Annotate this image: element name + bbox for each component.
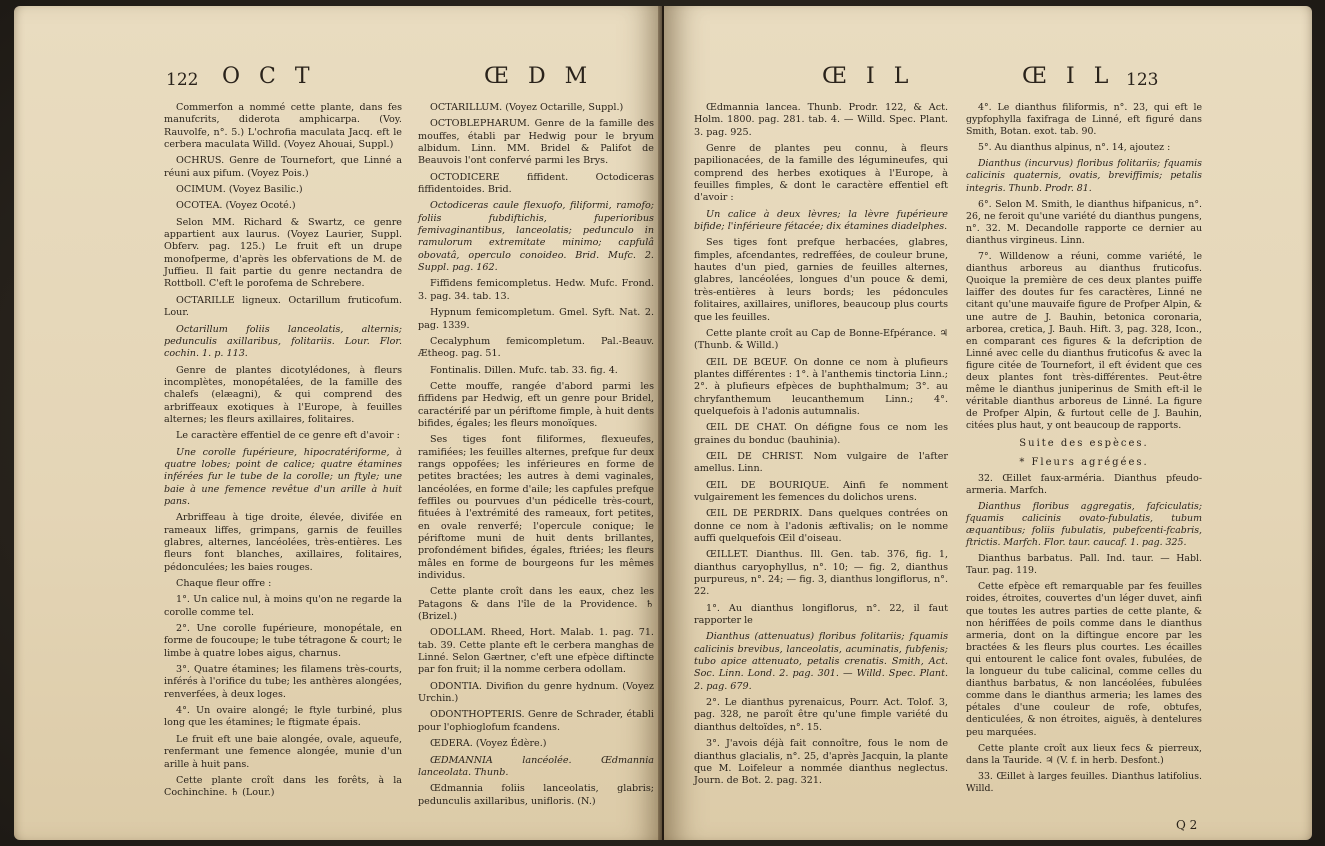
paragraph: ODONTHOPTERIS. Genre de Schrader, établi pour l'ophioglofum fcandens. [418,709,654,733]
paragraph: Selon MM. Richard & Swartz, ce genre appartient aux laurus. (Voyez Laurier, Suppl. Obferv. pag. 125.) Le fruit eft un drupe monofperme, d'après les obfervations de M. de Juffieu. Il fait partie du genre nectandra de Rottboll. C'eft le porofema de Schrebere. [164,216,402,290]
right-center-head: Œ I L [822,64,915,89]
paragraph: ODONTIA. Divifion du genre hydnum. (Voyez Urchin.) [418,680,654,705]
paragraph: Cette plante croît dans les eaux, chez les Patagons & dans l'île de la Providence. ♄ (Brizel.) [418,586,654,623]
left-header [14,64,662,98]
right-page-number: 123 [1126,70,1159,90]
paragraph: OCTODICERE fiffident. Octodiceras fiffidentoides. Brid. [418,171,654,196]
paragraph: Cette mouffe, rangée d'abord parmi les fiffidens par Hedwig, eft un genre pour Bridel, caractérifé par un périftome fimple, à huit dents bifides, égales; les fleurs monoïques. [418,380,654,429]
paragraph: ŒDMANNIA lancéolée. Œdmannia lanceolata. Thunb. [418,754,654,778]
paragraph: ŒIL DE PERDRIX. Dans quelques contrées on donne ce nom à l'adonis æftivalis; on le nomme auffi quelquefois Œil d'oiseau. [694,508,948,544]
paragraph: Genre de plantes peu connu, à fleurs papilionacées, de la famille des légumineufes, qui comprend des herbes exotiques à l'Europe, à feuilles fimples, & dont le caractère effentiel eft d'avoir : [694,143,948,204]
paragraph: Chaque fleur offre : [176,578,272,590]
paragraph: Arbriffeau à tige droite, élevée, divifée en rameaux liffes, grimpans, garnis de feuilles glabres, alternes, lancéolées, très-entières. Les fleurs font blanches, axillaires, folitaires, pédonculées; les baies rouges. [164,512,402,573]
paragraph: Dianthus barbatus. Pall. Ind. taur. — Habl. Taur. pag. 119. [966,553,1202,577]
paragraph: OCHRUS. Genre de Tournefort, que Linné a réuni aux pifum. (Voyez Pois.) [164,155,402,179]
paragraph: 2°. Une corolle fupérieure, monopétale, en forme de foucoupe; le tube tétragone & court; le limbe à quatre lobes aigus, charnus. [164,623,402,659]
paragraph: Suite des espèces. [1019,438,1149,450]
paragraph: Octarillum foliis lanceolatis, alternis; pedunculis axillaribus, folitariis. Lour. Flor. cochin. 1. p. 113. [164,323,402,360]
paragraph: ŒIL DE BŒUF. On donne ce nom à plufieurs plantes différentes : 1°. à l'anthemis tinctoria Linn.; 2°. à plufieurs efpèces de buphthalmum; 3°. au chryfanthemum leucanthemum Linn.; 4°. quelquefois à l'adonis autumnalis. [694,356,948,417]
paragraph: Dianthus floribus aggregatis, fafciculatis; fquamis calicinis ovato-fubulatis, tubum æquantibus; foliis fubulatis, pubefcenti-fcabris, ftrictis. Marfch. Flor. taur. caucaf. 1. pag. 325. [966,500,1202,549]
paragraph: 1°. Un calice nul, à moins qu'on ne regarde la corolle comme tel. [164,594,402,618]
paragraph: 3°. Quatre étamines; les filamens très-courts, inférés à l'orifice du tube; les anthères alongées, renverfées, à deux loges. [164,664,402,700]
right-running-head: Œ I L [1022,64,1115,89]
paragraph: OCIMUM. (Voyez Basilic.) [176,184,303,196]
paragraph: Le caractère effentiel de ce genre eft d'avoir : [176,430,400,442]
right-page [664,6,1312,840]
right-header [664,64,1312,98]
paragraph: Une corolle fupérieure, hipocratériforme, à quatre lobes; point de calice; quatre étamines inférées fur le tube de la corolle; un ftyle; une baie à une femence revêtue d'un arille à huit pans. [164,446,402,507]
paragraph: Œdmannia foliis lanceolatis, glabris; pedunculis axillaribus, unifloris. (N.) [418,783,654,807]
left-running-head: O C T [222,64,316,89]
paragraph: Cette efpèce eft remarquable par fes feuilles roides, étroites, couvertes d'un léger duvet, ainfi que toutes les autres parties de cette plante, & non hériffées de poils comme dans le dianthus armeria, dont on la diftingue encore par les bractées & les fleurs plus courtes. Les écailles qui entourent le calice font ovales, fubulées, de la longueur du tube calicinal, comme celles du dianthus barbatus, & non lancéolées, fubulées comme dans le dianthus armeria; les lames des pétales d'une couleur de rofe, obtufes, denticulées, & non étroites, aiguës, à dentelures peu marquées. [966,581,1202,738]
paragraph: 6°. Selon M. Smith, le dianthus hifpanicus, n°. 26, ne feroit qu'une variété du dianthus pungens, n°. 32. M. Decandolle rapporte ce dernier au dianthus virgineus. Linn. [966,198,1202,246]
paragraph: ŒDERA. (Voyez Édère.) [430,738,547,750]
paragraph: OCTARILLE ligneux. Octarillum fruticofum. Lour. [164,294,402,319]
paragraph: 33. Œillet à larges feuilles. Dianthus latifolius. Willd. [966,770,1202,794]
paragraph: 5°. Au dianthus alpinus, n°. 14, ajoutez : [978,142,1171,154]
paragraph: OCTARILLUM. (Voyez Octarille, Suppl.) [430,102,624,113]
paragraph: ŒILLET. Dianthus. Ill. Gen. tab. 376, fig. 1, dianthus caryophyllus, n°. 10; — fig. 2, dianthus purpureus, n°. 24; — fig. 3, dianthus longiflorus, n°. 22. [694,549,948,598]
paragraph: 1°. Au dianthus longiflorus, n°. 22, il faut rapporter le [694,602,948,627]
paragraph: 4°. Un ovaire alongé; le ftyle turbiné, plus long que les étamines; le ftigmate épais. [164,705,402,729]
left-column-1 [164,102,402,804]
paragraph: 7°. Willdenow a réuni, comme variété, le dianthus arboreus au dianthus fruticofus. Quoique la première de ces deux plantes puiffe laiffer des doutes fur fes caractères, Linné ne citant qu'une mauvaife figure de Profper Alpin, & une autre de J. Bauhin, betonica coronaria, arborea, cretica, J. Bauh. Hift. 3, pag. 328, Icon., en comparant ces figures & la defcription de Linné avec celle du dianthus fruticofus & avec la figure citée de Tournefort, il eft évident que ces deux plantes font très-différentes. Peut-être même le dianthus juniperinus de Smith eft-il le véritable dianthus arboreus de Linné. La figure de Profper Alpin, & furtout celle de J. Bauhin, citées plus haut, y ont beaucoup de rapports. [966,251,1202,432]
right-column-2 [966,102,1202,799]
paragraph: Fontinalis. Dillen. Mufc. tab. 33. fig. 4. [430,364,618,376]
left-page [14,6,662,840]
paragraph: Cecalyphum femicompletum. Pal.-Beauv. Ætheog. pag. 51. [418,335,654,360]
paragraph: Hypnum femicompletum. Gmel. Syft. Nat. 2. pag. 1339. [418,307,654,331]
left-center-head: Œ D M [484,64,594,89]
paragraph: 4°. Le dianthus filiformis, n°. 23, qui eft le gypfophylla faxifraga de Linné, eft figuré dans Smith, Botan. exot. tab. 90. [966,102,1202,138]
paragraph: ŒIL DE BOURIQUE. Ainfi fe nomment vulgairement les femences du dolichos urens. [694,479,948,503]
paragraph: ODOLLAM. Rheed, Hort. Malab. 1. pag. 71. tab. 39. Cette plante eft le cerbera manghas de Linné. Selon Gærtner, c'eft une efpèce diftincte par fon fruit; il la nomme cerbera odollam. [418,627,654,676]
left-column-2 [418,102,654,812]
signature-mark: Q 2 [1176,818,1198,832]
paragraph: ŒIL DE CHRIST. Nom vulgaire de l'after amellus. Linn. [694,450,948,475]
paragraph: Cette plante croît dans les forêts, à la Cochinchine. ♄ (Lour.) [164,774,402,799]
paragraph: 3°. J'avois déjà fait connoître, fous le nom de dianthus glacialis, n°. 25, d'après Jacquin, la plante que M. Loifeleur a nommée dianthus neglectus. Journ. de Bot. 2. pag. 321. [694,738,948,787]
paragraph: * Fleurs agrégées. [1019,456,1149,468]
paragraph: Le fruit eft une baie alongée, ovale, aqueufe, renfermant une femence alongée, munie d'un arille à huit pans. [164,733,402,770]
paragraph: Dianthus (attenuatus) floribus folitariis; fquamis calicinis brevibus, lanceolatis, acuminatis, fubfenis; tubo apice attenuato, petalis crenatis. Smith, Act. Soc. Linn. Lond. 2. pag. 301. — Willd. Spec. Plant. 2. pag. 679. [694,631,948,692]
paragraph: Genre de plantes dicotylédones, à fleurs incomplètes, monopétalées, de la famille des chalefs (elæagni), & qui comprend des arbriffeaux exotiques à l'Europe, à feuilles alternes; les fleurs axillaires, folitaires. [164,364,402,425]
paragraph: Ses tiges font filiformes, flexueufes, ramifiées; les feuilles alternes, prefque fur deux rangs oppofées; les inférieures en forme de petites bractées; les autres à demi vaginales, lancéolées, en forme d'aile; les capfules prefque feffiles ou pourvues d'un pédicelle très-court, fituées à l'extrémité des rameaux, fort petites, en ovale renverfé; l'opercule conique; le périftome muni de huit dents brillantes, profondément bifides, égales, ftriées; les fleurs mâles en forme de bourgeons fur les mêmes individus. [418,434,654,582]
paragraph: Cette plante croît au Cap de Bonne-Efpérance. ♃ (Thunb. & Willd.) [694,327,948,352]
paragraph: 32. Œillet faux-arméria. Dianthus pfeudo-armeria. Marfch. [966,472,1202,496]
paragraph: Œdmannia lancea. Thunb. Prodr. 122, & Act. Holm. 1800. pag. 281. tab. 4. — Willd. Spec. Plant. 3. pag. 925. [694,102,948,138]
paragraph: ŒIL DE CHAT. On défigne fous ce nom les graines du bonduc (bauhinia). [694,422,948,446]
paragraph: Dianthus (incurvus) floribus folitariis; fquamis calicinis quaternis, ovatis, breviffimis; petalis integris. Thunb. Prodr. 81. [966,158,1202,194]
paragraph: Ses tiges font prefque herbacées, glabres, fimples, afcendantes, redreffées, de couleur brune, hautes d'un pied, garnies de feuilles alternes, glabres, lancéolées, longues d'un pouce & demi, très-entières à leurs bords; les pédoncules folitaires, axillaires, uniflores, beaucoup plus courts que les feuilles. [694,237,948,323]
left-page-number: 122 [166,70,199,90]
paragraph: OCTOBLEPHARUM. Genre de la famille des mouffes, établi par Hedwig pour le bryum albidum. Linn. MM. Bridel & Palifot de Beauvois l'ont confervé parmi les Brys. [418,118,654,167]
paragraph: Un calice à deux lèvres; la lèvre fupérieure bifide; l'inférieure fétacée; dix étamines diadelphes. [694,208,948,233]
right-column-1 [694,102,948,792]
paragraph: Fiffidens femicompletus. Hedw. Mufc. Frond. 3. pag. 34. tab. 13. [418,278,654,302]
paragraph: Octodiceras caule flexuofo, filiformi, ramofo; foliis fubdiftichis, fuperioribus femivaginantibus, lanceolatis; pedunculo in ramulorum extremitate minimo; capfulâ obovatâ, operculo conoideo. Brid. Mufc. 2. Suppl. pag. 162. [418,200,654,274]
paragraph: 2°. Le dianthus pyrenaicus, Pourr. Act. Tolof. 3, pag. 328, ne paroît être qu'une fimple variété du dianthus deltoïdes, n°. 15. [694,697,948,733]
paragraph: Commerfon a nommé cette plante, dans fes manufcrits, diderota amphicarpa. (Voy. Rauvolfe, n°. 5.) L'ochrofia maculata Jacq. eft le cerbera maculata Willd. (Voyez Ahouai, Suppl.) [164,102,402,151]
paragraph: Cette plante croît aux lieux fecs & pierreux, dans la Tauride. ♃ (V. f. in herb. Desfont.) [966,742,1202,766]
paragraph: OCOTEA. (Voyez Ocoté.) [176,200,296,212]
